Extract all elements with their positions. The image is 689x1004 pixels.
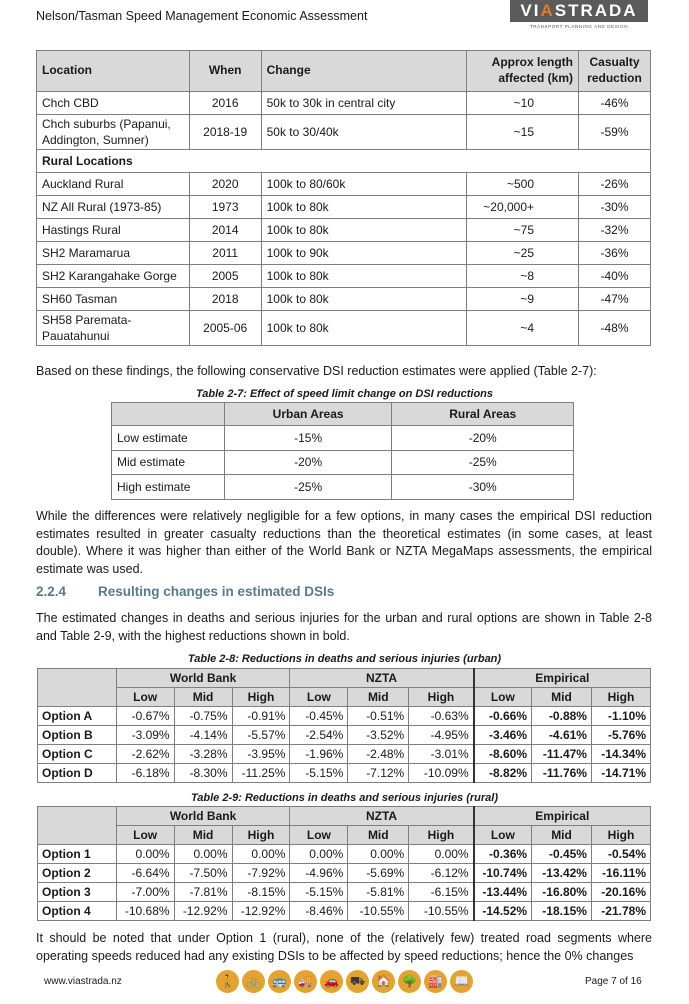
col-change: Change — [261, 51, 466, 92]
row-label: Option 2 — [38, 864, 117, 883]
value-cell: -4.14% — [174, 726, 232, 745]
subheader: Mid — [174, 688, 232, 707]
value-cell: -3.01% — [409, 745, 474, 764]
value-cell: -0.88% — [532, 707, 592, 726]
table-2-7-caption: Table 2-7: Effect of speed limit change on DSI reductions — [195, 388, 494, 400]
cell-change: 100k to 80k — [261, 265, 466, 288]
cell-change: 100k to 80k — [261, 196, 466, 219]
group-header-row — [38, 807, 651, 826]
value-cell: -12.92% — [232, 902, 290, 921]
value-cell: -5.69% — [348, 864, 409, 883]
value-cell: -3.95% — [232, 745, 290, 764]
value-cell: -7.12% — [348, 764, 409, 783]
value-cell: -0.36% — [474, 845, 532, 864]
value-cell: -6.64% — [116, 864, 174, 883]
subheader: Mid — [174, 826, 232, 845]
value-cell: 0.00% — [232, 845, 290, 864]
cell-location: SH2 Karangahake Gorge — [37, 265, 190, 288]
subheader-row — [38, 688, 651, 707]
value-cell: -8.46% — [290, 902, 348, 921]
value-cell: -1.10% — [591, 707, 650, 726]
cell-location: SH2 Maramarua — [37, 242, 190, 265]
value-cell: -3.46% — [474, 726, 532, 745]
value-cell: -3.09% — [116, 726, 174, 745]
table-row — [38, 745, 651, 764]
cell-when: 2014 — [189, 219, 261, 242]
cell-length: ~25 — [467, 242, 579, 265]
value-cell: -4.96% — [290, 864, 348, 883]
cell-when: 2005 — [189, 265, 261, 288]
value-cell: -0.54% — [591, 845, 650, 864]
value-cell: -20.16% — [591, 883, 650, 902]
urban-reductions-table — [37, 668, 651, 783]
cell-rural: -25% — [392, 450, 574, 475]
table-row — [37, 92, 651, 115]
logo-suffix: STRADA — [554, 1, 638, 20]
value-cell: -0.51% — [348, 707, 409, 726]
cell-label: High estimate — [112, 475, 225, 500]
cell-length: ~8 — [467, 265, 579, 288]
value-cell: -10.55% — [409, 902, 474, 921]
dsi-estimates-table — [111, 402, 574, 500]
value-cell: -6.18% — [116, 764, 174, 783]
transport-icon: 🏭 — [424, 970, 447, 993]
location-table — [36, 50, 651, 346]
table-row — [37, 173, 651, 196]
table-row — [38, 707, 651, 726]
cell-when: 2018 — [189, 288, 261, 311]
group-header-row — [38, 669, 651, 688]
cell-casualty: -32% — [579, 219, 651, 242]
transport-icon: 🏠 — [372, 970, 395, 993]
col-length: Approx length affected (km) — [467, 51, 579, 92]
cell-location: Chch suburbs (Papanui, Addington, Sumner) — [37, 115, 190, 150]
footer-page-number: Page 7 of 16 — [585, 976, 642, 987]
cell-casualty: -48% — [579, 311, 651, 346]
value-cell: -5.15% — [290, 764, 348, 783]
group-header: Empirical — [474, 669, 651, 688]
value-cell: -10.68% — [116, 902, 174, 921]
table-row — [37, 288, 651, 311]
table-row — [38, 902, 651, 921]
cell-label: Low estimate — [112, 426, 225, 451]
table-row — [37, 196, 651, 219]
table-2-8-caption: Table 2-8: Reductions in deaths and serious injuries (urban) — [187, 653, 502, 665]
blank-cell — [38, 826, 117, 845]
value-cell: -3.52% — [348, 726, 409, 745]
cell-change: 50k to 30/40k — [261, 115, 466, 150]
footer-icons — [216, 970, 473, 996]
subheader: Low — [474, 688, 532, 707]
col-location: Location — [37, 51, 190, 92]
value-cell: -2.62% — [116, 745, 174, 764]
group-header: Empirical — [474, 807, 651, 826]
value-cell: -0.45% — [532, 845, 592, 864]
subheader: Low — [290, 826, 348, 845]
value-cell: -2.54% — [290, 726, 348, 745]
table-row — [112, 426, 574, 451]
cell-when: 2020 — [189, 173, 261, 196]
value-cell: -21.78% — [591, 902, 650, 921]
value-cell: -5.15% — [290, 883, 348, 902]
table-row — [37, 311, 651, 346]
value-cell: -16.11% — [591, 864, 650, 883]
table-row — [37, 265, 651, 288]
section-row — [37, 150, 651, 173]
subheader: Low — [290, 688, 348, 707]
blank-cell — [38, 669, 117, 688]
group-header: World Bank — [116, 807, 290, 826]
value-cell: 0.00% — [174, 845, 232, 864]
value-cell: -8.30% — [174, 764, 232, 783]
cell-rural: -20% — [392, 426, 574, 451]
logo-tagline: TRANSPORT PLANNING AND DESIGN — [529, 24, 629, 29]
cell-change: 100k to 80k — [261, 219, 466, 242]
value-cell: -0.45% — [290, 707, 348, 726]
table-row — [38, 864, 651, 883]
value-cell: -8.60% — [474, 745, 532, 764]
cell-urban: -25% — [224, 475, 392, 500]
paragraph-findings: Based on these findings, the following conservative DSI reduction estimates were applied (Table 2-7): — [36, 364, 597, 378]
table-row — [37, 242, 651, 265]
table-row — [37, 115, 651, 150]
cell-urban: -15% — [224, 426, 392, 451]
cell-label: Mid estimate — [112, 450, 225, 475]
value-cell: -11.25% — [232, 764, 290, 783]
section-number: 2.2.4 — [36, 584, 67, 599]
transport-icon: 🌳 — [398, 970, 421, 993]
value-cell: -16.80% — [532, 883, 592, 902]
subheader: High — [591, 688, 650, 707]
subheader: Low — [116, 688, 174, 707]
transport-icon: 📖 — [450, 970, 473, 993]
value-cell: -4.61% — [532, 726, 592, 745]
row-label: Option A — [38, 707, 117, 726]
value-cell: -13.42% — [532, 864, 592, 883]
subheader: High — [232, 688, 290, 707]
page-header-title: Nelson/Tasman Speed Management Economic Assessment — [36, 9, 368, 23]
transport-icon: ⛟ — [346, 970, 369, 993]
value-cell: -0.66% — [474, 707, 532, 726]
cell-length: ~75 — [467, 219, 579, 242]
cell-casualty: -46% — [579, 92, 651, 115]
subheader: High — [591, 826, 650, 845]
value-cell: -5.76% — [591, 726, 650, 745]
row-label: Option C — [38, 745, 117, 764]
value-cell: -7.92% — [232, 864, 290, 883]
value-cell: 0.00% — [290, 845, 348, 864]
transport-icon: 🚶 — [216, 970, 239, 993]
value-cell: -5.81% — [348, 883, 409, 902]
cell-change: 100k to 80/60k — [261, 173, 466, 196]
cell-location: Chch CBD — [37, 92, 190, 115]
value-cell: -7.00% — [116, 883, 174, 902]
row-label: Option B — [38, 726, 117, 745]
cell-change: 100k to 90k — [261, 242, 466, 265]
cell-change: 50k to 30k in central city — [261, 92, 466, 115]
transport-icon: 🚚 — [294, 970, 317, 993]
subheader: Mid — [348, 688, 409, 707]
paragraph-option-note: It should be noted that under Option 1 (rural), none of the (relatively few) treated road segments where operating speeds reduced had any existing DSIs to be affected by speed reductions; hence the 0% changes — [36, 931, 652, 963]
table-row — [112, 475, 574, 500]
table-row — [38, 883, 651, 902]
value-cell: -0.75% — [174, 707, 232, 726]
table-row — [38, 845, 651, 864]
value-cell: -0.63% — [409, 707, 474, 726]
logo-prefix: VI — [520, 1, 541, 20]
group-header: NZTA — [290, 807, 474, 826]
cell-length: ~10 — [467, 92, 579, 115]
value-cell: -7.81% — [174, 883, 232, 902]
col-blank — [112, 403, 225, 426]
subheader: High — [409, 826, 474, 845]
subheader: Low — [116, 826, 174, 845]
value-cell: -5.57% — [232, 726, 290, 745]
value-cell: -7.50% — [174, 864, 232, 883]
value-cell: -12.92% — [174, 902, 232, 921]
value-cell: -10.55% — [348, 902, 409, 921]
section-label: Rural Locations — [37, 150, 651, 173]
value-cell: 0.00% — [409, 845, 474, 864]
value-cell: -6.12% — [409, 864, 474, 883]
cell-when: 2018-19 — [189, 115, 261, 150]
subheader: Mid — [348, 826, 409, 845]
col-casualty: Casualty reduction — [579, 51, 651, 92]
value-cell: -14.71% — [591, 764, 650, 783]
table-row — [37, 219, 651, 242]
section-title: Resulting changes in estimated DSIs — [98, 584, 335, 599]
cell-casualty: -40% — [579, 265, 651, 288]
value-cell: -1.96% — [290, 745, 348, 764]
value-cell: 0.00% — [116, 845, 174, 864]
cell-length: ~4 — [467, 311, 579, 346]
col-rural: Rural Areas — [392, 403, 574, 426]
cell-location: Hastings Rural — [37, 219, 190, 242]
value-cell: -6.15% — [409, 883, 474, 902]
group-header: World Bank — [116, 669, 290, 688]
subheader: High — [409, 688, 474, 707]
subheader-row — [38, 826, 651, 845]
cell-casualty: -47% — [579, 288, 651, 311]
cell-change: 100k to 80k — [261, 311, 466, 346]
value-cell: -8.82% — [474, 764, 532, 783]
subheader: Mid — [532, 688, 592, 707]
table-2-9-caption: Table 2-9: Reductions in deaths and serious injuries (rural) — [190, 792, 499, 804]
cell-casualty: -26% — [579, 173, 651, 196]
group-header: NZTA — [290, 669, 474, 688]
col-urban: Urban Areas — [224, 403, 392, 426]
cell-location: SH58 Paremata-Pauatahunui — [37, 311, 190, 346]
value-cell: -11.76% — [532, 764, 592, 783]
paragraph-differences: While the differences were relatively negligible for a few options, in many cases the empirical DSI reduction estimates resulted in greater casualty reductions than the theoretical estimates (in some cases, at least double). Where it was higher than either of the World Bank or NZTA MegaMaps assessments, the empirical estimate was used. — [36, 509, 652, 576]
section-heading — [36, 584, 334, 599]
row-label: Option 3 — [38, 883, 117, 902]
cell-casualty: -59% — [579, 115, 651, 150]
row-label: Option D — [38, 764, 117, 783]
cell-when: 2011 — [189, 242, 261, 265]
logo-accent: A — [540, 1, 555, 20]
row-label: Option 1 — [38, 845, 117, 864]
cell-casualty: -30% — [579, 196, 651, 219]
footer-url: www.viastrada.nz — [44, 976, 122, 987]
cell-length: ~500 — [467, 173, 579, 196]
table-row — [38, 726, 651, 745]
value-cell: -10.74% — [474, 864, 532, 883]
cell-length: ~9 — [467, 288, 579, 311]
value-cell: -3.28% — [174, 745, 232, 764]
cell-change: 100k to 80k — [261, 288, 466, 311]
row-label: Option 4 — [38, 902, 117, 921]
subheader: High — [232, 826, 290, 845]
table-row — [112, 450, 574, 475]
col-when: When — [189, 51, 261, 92]
value-cell: -18.15% — [532, 902, 592, 921]
table-row — [38, 764, 651, 783]
value-cell: -0.67% — [116, 707, 174, 726]
cell-location: NZ All Rural (1973-85) — [37, 196, 190, 219]
value-cell: -4.95% — [409, 726, 474, 745]
value-cell: -2.48% — [348, 745, 409, 764]
value-cell: -14.52% — [474, 902, 532, 921]
cell-casualty: -36% — [579, 242, 651, 265]
cell-when: 1973 — [189, 196, 261, 219]
cell-urban: -20% — [224, 450, 392, 475]
value-cell: 0.00% — [348, 845, 409, 864]
value-cell: -8.15% — [232, 883, 290, 902]
value-cell: -13.44% — [474, 883, 532, 902]
transport-icon: 🚗 — [320, 970, 343, 993]
blank-cell — [38, 807, 117, 826]
transport-icon: 🚲 — [242, 970, 265, 993]
value-cell: -10.09% — [409, 764, 474, 783]
subheader: Mid — [532, 826, 592, 845]
cell-location: SH60 Tasman — [37, 288, 190, 311]
cell-rural: -30% — [392, 475, 574, 500]
paragraph-estimated-changes: The estimated changes in deaths and serious injuries for the urban and rural options are shown in Table 2-8 and Table 2-9, with the highest reductions shown in bold. — [36, 611, 652, 643]
value-cell: -0.91% — [232, 707, 290, 726]
value-cell: -14.34% — [591, 745, 650, 764]
cell-when: 2016 — [189, 92, 261, 115]
cell-length: ~15 — [467, 115, 579, 150]
subheader: Low — [474, 826, 532, 845]
cell-when: 2005-06 — [189, 311, 261, 346]
viastrada-logo — [510, 0, 648, 34]
blank-cell — [38, 688, 117, 707]
rural-reductions-table — [37, 806, 651, 921]
cell-location: Auckland Rural — [37, 173, 190, 196]
value-cell: -11.47% — [532, 745, 592, 764]
transport-icon: 🚌 — [268, 970, 291, 993]
cell-length: ~20,000+ — [467, 196, 579, 219]
